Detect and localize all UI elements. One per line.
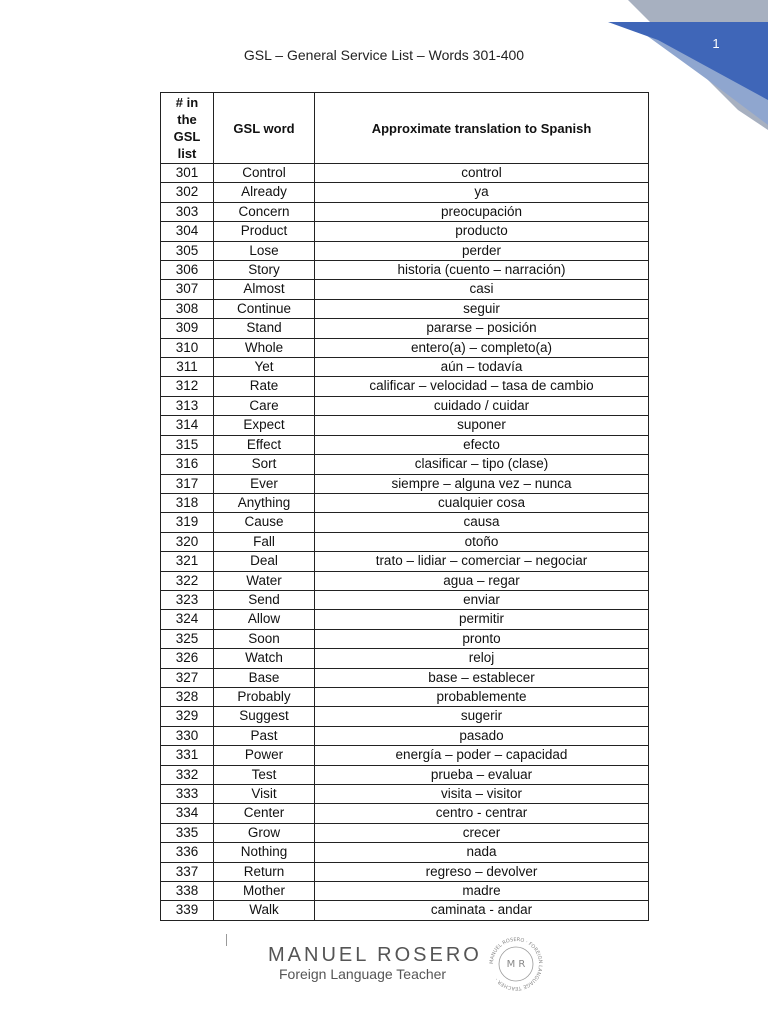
cell-word: Power <box>214 746 315 765</box>
cell-number: 303 <box>161 202 214 221</box>
cell-word: Expect <box>214 416 315 435</box>
cell-word: Rate <box>214 377 315 396</box>
cell-word: Stand <box>214 319 315 338</box>
cell-translation: perder <box>315 241 649 260</box>
table-row <box>161 610 649 629</box>
cell-number: 310 <box>161 338 214 357</box>
table-row <box>161 746 649 765</box>
table-row <box>161 765 649 784</box>
cell-translation: madre <box>315 882 649 901</box>
cell-number: 307 <box>161 280 214 299</box>
table-row <box>161 338 649 357</box>
cell-number: 315 <box>161 435 214 454</box>
table-row <box>161 493 649 512</box>
cell-translation: cuidado / cuidar <box>315 396 649 415</box>
cell-word: Control <box>214 164 315 183</box>
cell-translation: centro - centrar <box>315 804 649 823</box>
cell-translation: causa <box>315 513 649 532</box>
cell-translation: preocupación <box>315 202 649 221</box>
cell-translation: aún – todavía <box>315 358 649 377</box>
table-row <box>161 435 649 454</box>
seal-text: MANUEL ROSERO · FOREIGN LANGUAGE TEACHER · <box>488 936 544 992</box>
cell-translation: agua – regar <box>315 571 649 590</box>
table-row <box>161 804 649 823</box>
table-row <box>161 882 649 901</box>
cell-word: Suggest <box>214 707 315 726</box>
table-row <box>161 241 649 260</box>
table-row <box>161 396 649 415</box>
cell-translation: pronto <box>315 629 649 648</box>
cell-number: 311 <box>161 358 214 377</box>
cell-number: 306 <box>161 261 214 280</box>
cell-number: 301 <box>161 164 214 183</box>
table-row <box>161 823 649 842</box>
cell-number: 322 <box>161 571 214 590</box>
cell-word: Anything <box>214 493 315 512</box>
header-word: GSL word <box>214 93 315 164</box>
table-row <box>161 513 649 532</box>
cell-number: 326 <box>161 649 214 668</box>
cell-word: Center <box>214 804 315 823</box>
cell-number: 338 <box>161 882 214 901</box>
cell-word: Send <box>214 590 315 609</box>
cell-translation: reloj <box>315 649 649 668</box>
table-row <box>161 687 649 706</box>
cell-word: Water <box>214 571 315 590</box>
cell-number: 312 <box>161 377 214 396</box>
cell-translation: producto <box>315 222 649 241</box>
cell-number: 305 <box>161 241 214 260</box>
table-row <box>161 377 649 396</box>
cell-translation: clasificar – tipo (clase) <box>315 455 649 474</box>
cell-translation: prueba – evaluar <box>315 765 649 784</box>
cell-translation: siempre – alguna vez – nunca <box>315 474 649 493</box>
cell-translation: entero(a) – completo(a) <box>315 338 649 357</box>
table-row <box>161 552 649 571</box>
cell-number: 320 <box>161 532 214 551</box>
table-row <box>161 532 649 551</box>
table-row <box>161 164 649 183</box>
cell-number: 317 <box>161 474 214 493</box>
cell-number: 337 <box>161 862 214 881</box>
table-row <box>161 280 649 299</box>
footer-divider <box>226 934 227 946</box>
cell-translation: pararse – posición <box>315 319 649 338</box>
cell-number: 321 <box>161 552 214 571</box>
table-row <box>161 707 649 726</box>
cell-number: 336 <box>161 843 214 862</box>
cell-number: 330 <box>161 726 214 745</box>
page-title: GSL – General Service List – Words 301-400 <box>243 47 525 63</box>
cell-number: 329 <box>161 707 214 726</box>
table-body <box>161 164 649 921</box>
cell-translation: enviar <box>315 590 649 609</box>
cell-word: Fall <box>214 532 315 551</box>
cell-number: 324 <box>161 610 214 629</box>
table-row <box>161 571 649 590</box>
cell-number: 327 <box>161 668 214 687</box>
table-row <box>161 629 649 648</box>
cell-translation: base – establecer <box>315 668 649 687</box>
cell-translation: efecto <box>315 435 649 454</box>
cell-word: Past <box>214 726 315 745</box>
cell-word: Base <box>214 668 315 687</box>
cell-word: Care <box>214 396 315 415</box>
table-row <box>161 455 649 474</box>
table-row <box>161 222 649 241</box>
cell-number: 331 <box>161 746 214 765</box>
footer-name: MANUEL ROSERO <box>268 944 482 966</box>
seal-initials: M R <box>506 959 526 970</box>
table-row <box>161 299 649 318</box>
cell-number: 333 <box>161 785 214 804</box>
cell-number: 318 <box>161 493 214 512</box>
cell-number: 339 <box>161 901 214 920</box>
cell-word: Story <box>214 261 315 280</box>
monogram-seal <box>486 934 546 994</box>
table-header-row <box>161 93 649 164</box>
cell-word: Probably <box>214 687 315 706</box>
cell-translation: permitir <box>315 610 649 629</box>
header-translation: Approximate translation to Spanish <box>315 93 649 164</box>
cell-number: 316 <box>161 455 214 474</box>
table-row <box>161 668 649 687</box>
table-row <box>161 183 649 202</box>
table-row <box>161 726 649 745</box>
cell-translation: pasado <box>315 726 649 745</box>
table-row <box>161 901 649 920</box>
cell-word: Almost <box>214 280 315 299</box>
table-row <box>161 474 649 493</box>
cell-number: 304 <box>161 222 214 241</box>
table-row <box>161 785 649 804</box>
cell-translation: control <box>315 164 649 183</box>
cell-word: Nothing <box>214 843 315 862</box>
table-row <box>161 862 649 881</box>
cell-word: Watch <box>214 649 315 668</box>
cell-number: 335 <box>161 823 214 842</box>
cell-word: Soon <box>214 629 315 648</box>
cell-number: 302 <box>161 183 214 202</box>
table-row <box>161 843 649 862</box>
table-row <box>161 416 649 435</box>
cell-translation: crecer <box>315 823 649 842</box>
cell-number: 313 <box>161 396 214 415</box>
cell-translation: caminata - andar <box>315 901 649 920</box>
footer-subtitle: Foreign Language Teacher <box>279 966 447 982</box>
cell-number: 309 <box>161 319 214 338</box>
cell-word: Product <box>214 222 315 241</box>
cell-translation: sugerir <box>315 707 649 726</box>
cell-translation: regreso – devolver <box>315 862 649 881</box>
cell-word: Grow <box>214 823 315 842</box>
gsl-table <box>160 92 649 921</box>
cell-word: Continue <box>214 299 315 318</box>
cell-word: Mother <box>214 882 315 901</box>
cell-word: Visit <box>214 785 315 804</box>
cell-word: Ever <box>214 474 315 493</box>
cell-word: Concern <box>214 202 315 221</box>
cell-word: Already <box>214 183 315 202</box>
cell-number: 308 <box>161 299 214 318</box>
header-number: # in the GSL list <box>161 93 214 164</box>
page-number: 1 <box>712 36 720 51</box>
cell-word: Return <box>214 862 315 881</box>
cell-number: 334 <box>161 804 214 823</box>
cell-word: Effect <box>214 435 315 454</box>
cell-translation: historia (cuento – narración) <box>315 261 649 280</box>
cell-translation: casi <box>315 280 649 299</box>
cell-number: 332 <box>161 765 214 784</box>
table-row <box>161 358 649 377</box>
table-row <box>161 590 649 609</box>
cell-translation: nada <box>315 843 649 862</box>
cell-number: 325 <box>161 629 214 648</box>
table-row <box>161 202 649 221</box>
cell-number: 314 <box>161 416 214 435</box>
cell-word: Test <box>214 765 315 784</box>
cell-word: Yet <box>214 358 315 377</box>
table-row <box>161 649 649 668</box>
cell-number: 328 <box>161 687 214 706</box>
cell-word: Walk <box>214 901 315 920</box>
cell-translation: seguir <box>315 299 649 318</box>
table-row <box>161 319 649 338</box>
cell-word: Whole <box>214 338 315 357</box>
cell-translation: probablemente <box>315 687 649 706</box>
cell-translation: trato – lidiar – comerciar – negociar <box>315 552 649 571</box>
cell-translation: suponer <box>315 416 649 435</box>
cell-translation: cualquier cosa <box>315 493 649 512</box>
cell-translation: ya <box>315 183 649 202</box>
cell-word: Sort <box>214 455 315 474</box>
cell-number: 323 <box>161 590 214 609</box>
cell-translation: otoño <box>315 532 649 551</box>
cell-translation: energía – poder – capacidad <box>315 746 649 765</box>
cell-word: Deal <box>214 552 315 571</box>
cell-word: Cause <box>214 513 315 532</box>
cell-word: Allow <box>214 610 315 629</box>
cell-number: 319 <box>161 513 214 532</box>
cell-translation: visita – visitor <box>315 785 649 804</box>
table-row <box>161 261 649 280</box>
cell-translation: calificar – velocidad – tasa de cambio <box>315 377 649 396</box>
cell-word: Lose <box>214 241 315 260</box>
